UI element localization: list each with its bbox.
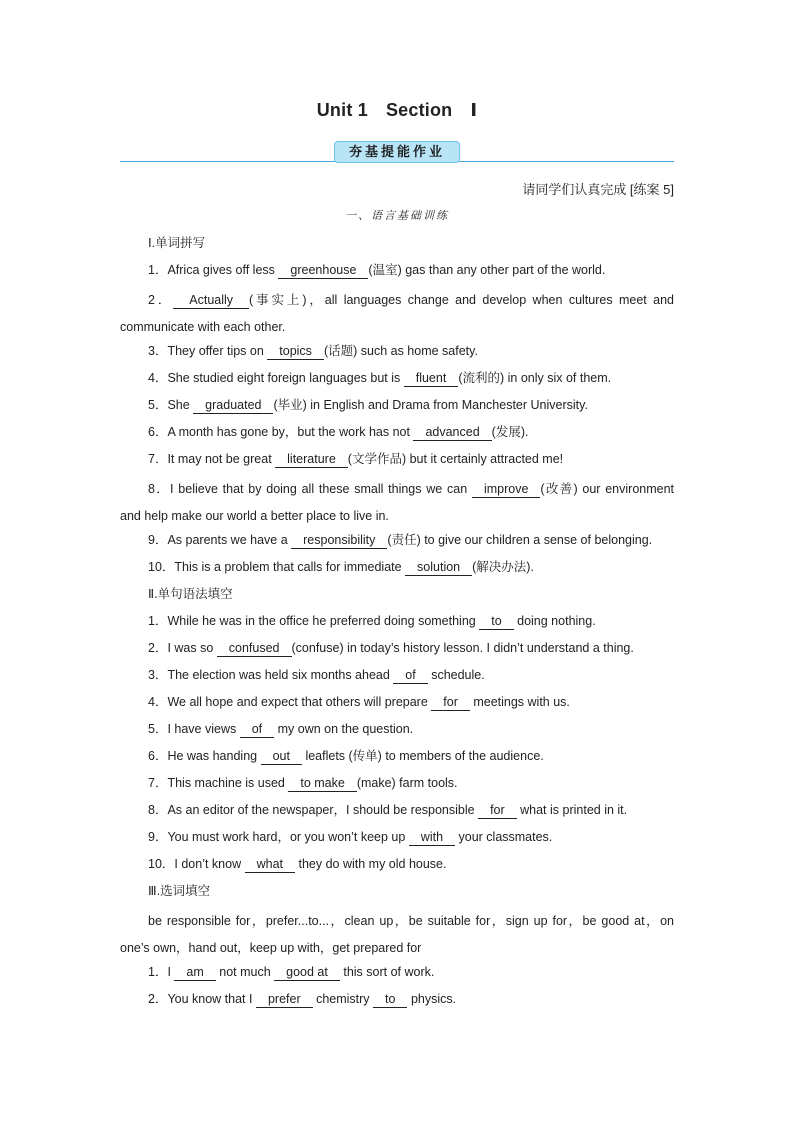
item-text: (话题) such as home safety. [323,344,478,358]
practice-note: 请同学们认真完成 [练案 5] [522,182,674,197]
item-text: It may not be great [167,452,276,466]
item-text: chemistry [312,992,374,1006]
item-text: this sort of work. [339,965,435,979]
part3-heading: Ⅲ.选词填空 [148,884,211,898]
item-text: This is a problem that calls for immediate [174,560,406,574]
page-title [0,100,794,121]
item-number: 3． [148,668,168,682]
exercise-content [120,233,674,1016]
item-text: You must work hard，or you won’t keep up [167,830,409,844]
item-number: 1． [148,614,168,628]
item-number: 4． [148,695,168,709]
part1-item-5 [120,395,674,422]
item-text: He was handing [167,749,261,763]
item-number: 1． [148,263,168,277]
part2-item-4 [120,692,674,719]
item-number: 2． [148,293,174,307]
item-number: 10． [148,560,175,574]
part1-heading: Ⅰ.单词拼写 [148,236,206,250]
item-text: what is printed in it. [516,803,628,817]
item-number: 9． [148,533,168,547]
part2-heading: Ⅱ.单句语法填空 [148,587,233,601]
part2-item-5 [120,719,674,746]
answer-blank: for [478,802,517,819]
item-text: (毕业) in English and Drama from Manchester University. [273,398,588,412]
item-number: 7． [148,452,168,466]
item-text: I believe that by doing all these small things we can [170,482,472,496]
word-bank-line-2: one’s own，hand out，keep up with，get prepared for [120,941,422,955]
item-text: While he was in the office he preferred doing something [167,614,480,628]
part1-item-9 [120,530,674,557]
item-text: A month has gone by，but the work has not [167,425,414,439]
answer-blank: literature [275,451,348,468]
answer-blank: topics [267,343,324,360]
part2-item-2 [120,638,674,665]
part2-item-9 [120,827,674,854]
item-text: physics. [407,992,457,1006]
answer-blank: good at [274,964,340,981]
part1-item-10 [120,557,674,584]
item-text: my own on the question. [274,722,414,736]
item-text: I was so [167,641,217,655]
item-number: 5． [148,722,168,736]
item-text: (发展). [491,425,529,439]
item-number: 6． [148,425,168,439]
answer-blank: fluent [404,370,459,387]
part2-item-6 [120,746,674,773]
answer-blank: improve [472,481,540,498]
answer-blank: solution [405,559,472,576]
item-number: 7． [148,776,168,790]
item-text: As parents we have a [167,533,292,547]
answer-blank: to [479,613,513,630]
item-number: 10． [148,857,175,871]
title-numeral: Ⅰ [470,100,478,120]
item-text: She studied eight foreign languages but is [167,371,404,385]
item-text: She [167,398,194,412]
part1-item-1 [120,260,674,287]
answer-blank: confused [217,640,292,657]
part1-item-4 [120,368,674,395]
answer-blank: what [245,856,295,873]
item-text: The election was held six months ahead [167,668,394,682]
part2-item-3 [120,665,674,692]
item-number: 1． [148,965,168,979]
banner-area [120,140,674,164]
item-text: We all hope and expect that others will prepare [167,695,432,709]
answer-blank: graduated [193,397,273,414]
item-text: schedule. [427,668,485,682]
item-number: 9． [148,830,168,844]
answer-blank: to [373,991,407,1008]
item-text: I have views [167,722,240,736]
part1-item-3 [120,341,674,368]
answer-blank: prefer [256,991,313,1008]
item-text: I [167,965,175,979]
item-text: (make) farm tools. [356,776,458,790]
item-text: (流利的) in only six of them. [458,371,612,385]
part3-item-1 [120,962,674,989]
item-number: 8． [148,803,168,817]
part1-item-2 [120,287,674,341]
word-bank-line-1: be responsible for，prefer...to...，clean up，be suitable for，sign up for，be good at，on [148,914,674,928]
part2-item-1 [120,611,674,638]
answer-blank: advanced [413,424,491,441]
banner-label: 夯基提能作业 [334,141,460,163]
part1-item-8 [120,476,674,530]
section-heading: 一、语言基础训练 [345,210,449,222]
item-text: They offer tips on [167,344,268,358]
item-text: (confuse) in today’s history lesson. I didn’t understand a thing. [291,641,634,655]
item-text: Africa gives off less [167,263,279,277]
part2-item-8 [120,800,674,827]
part1-item-6 [120,422,674,449]
part2-item-10 [120,854,674,881]
item-number: 2． [148,992,168,1006]
item-number: 6． [148,749,168,763]
word-bank [120,908,674,962]
item-text: This machine is used [167,776,289,790]
item-number: 4． [148,371,168,385]
item-number: 2． [148,641,168,655]
item-text: not much [215,965,275,979]
part3-item-2 [120,989,674,1016]
answer-blank: Actually [173,292,249,309]
item-text: doing nothing. [513,614,596,628]
item-text: I don’t know [174,857,245,871]
item-text: (文学作品) but it certainly attracted me! [347,452,564,466]
answer-blank: am [174,964,215,981]
item-text: (责任) to give our children a sense of belonging. [387,533,653,547]
title-unit: Unit 1 [316,100,368,120]
item-number: 8． [148,482,171,496]
item-number: 5． [148,398,168,412]
answer-blank: responsibility [291,532,387,549]
item-text: As an editor of the newspaper，I should be responsible [167,803,479,817]
answer-blank: to make [288,775,356,792]
item-text: You know that I [167,992,256,1006]
answer-blank: with [409,829,455,846]
answer-blank: for [431,694,470,711]
item-text: (解决办法). [472,560,534,574]
item-text: your classmates. [455,830,553,844]
item-text: they do with my old house. [295,857,447,871]
item-text-continued: communicate with each other. [120,320,286,334]
answer-blank: greenhouse [278,262,368,279]
answer-blank: of [240,721,274,738]
part2-item-7 [120,773,674,800]
title-section: Section [385,100,453,120]
item-text: (事实上)，all languages change and develop when cultures meet and [249,293,674,307]
item-text: leaflets (传单) to members of the audience. [301,749,544,763]
item-text-continued: and help make our world a better place to live in. [120,509,389,523]
item-text: (改善) our environment [540,482,675,496]
item-text: meetings with us. [469,695,570,709]
part1-item-7 [120,449,674,476]
answer-blank: out [261,748,302,765]
answer-blank: of [393,667,427,684]
item-text: (温室) gas than any other part of the world. [368,263,606,277]
item-number: 3． [148,344,168,358]
